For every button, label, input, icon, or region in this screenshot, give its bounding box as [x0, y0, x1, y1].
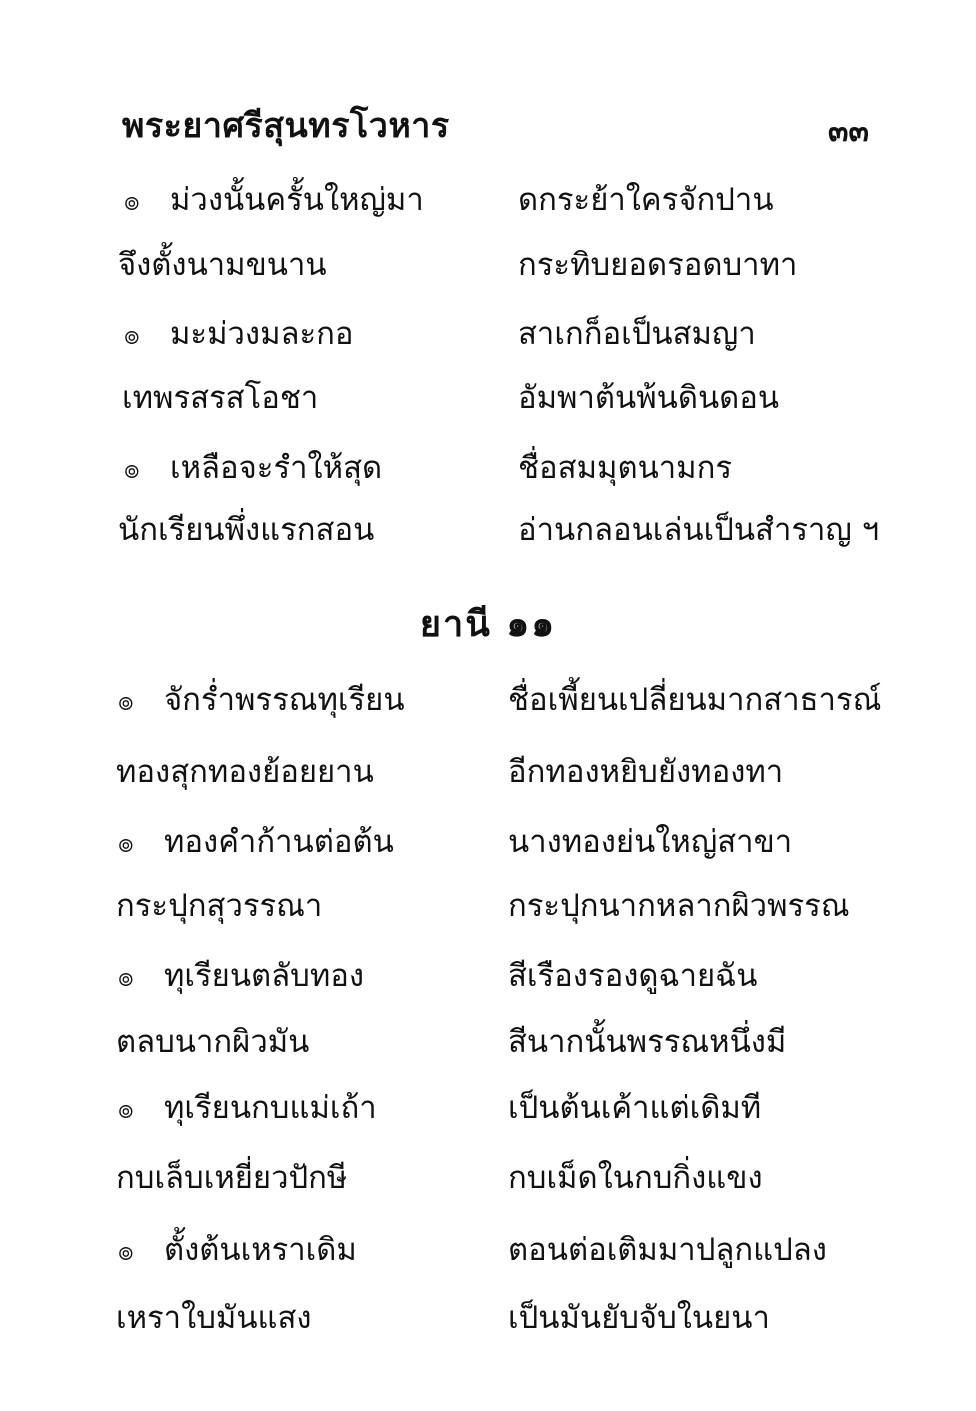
stanza-mark-icon: ๏ — [118, 1237, 134, 1267]
verse-line: ๏ ตั้งต้นเหราเดิม — [118, 1230, 357, 1272]
verse-line: ๏ ทองคำก้านต่อต้น — [118, 822, 394, 864]
verse-line: ทองสุกทองย้อยยาน — [116, 754, 374, 790]
page-number: ๓๓ — [828, 114, 870, 149]
stanza-mark-icon: ๏ — [124, 321, 140, 351]
stanza-mark-icon: ๏ — [124, 187, 140, 217]
verse-line: ตอนต่อเติมมาปลูกแปลง — [508, 1232, 827, 1268]
verse-line: ๏ ทุเรียนตลับทอง — [118, 956, 364, 998]
verse-line: กบเล็บเหยี่ยวปักษี — [116, 1160, 348, 1196]
verse-line: สีเรืองรองดูฉายฉัน — [508, 958, 758, 994]
verse-line: ตลบนากผิวมัน — [116, 1024, 310, 1060]
stanza-mark-icon: ๏ — [124, 455, 140, 485]
verse-line: กบเม็ดในกบกิ่งแขง — [508, 1160, 763, 1196]
verse-line: กระปุกสุวรรณา — [116, 888, 323, 924]
verse-line: ดกระย้าใครจักปาน — [518, 182, 774, 218]
running-title: พระยาศรีสุนทรโวหาร — [122, 106, 450, 146]
stanza-mark-icon: ๏ — [118, 829, 134, 859]
verse-line: จึงตั้งนามขนาน — [118, 247, 327, 283]
verse-line: ชื่อสมมุตนามกร — [518, 450, 733, 486]
verse-line: ๏ เหลือจะรำให้สุด — [124, 448, 382, 490]
verse-line: ชื่อเพี้ยนเปลี่ยนมากสาธารณ์ — [508, 682, 882, 718]
verse-line: สาเกก็อเป็นสมญา — [518, 316, 756, 352]
verse-line: ๏ ม่วงนั้นครั้นใหญ่มา — [124, 180, 424, 222]
verse-line: นักเรียนพึ่งแรกสอน — [118, 512, 375, 548]
verse-line: กระปุกนากหลากผิวพรรณ — [508, 888, 850, 924]
verse-line: อีกทองหยิบยังทองทา — [508, 754, 784, 790]
verse-line: นางทองย่นใหญ่สาขา — [508, 824, 793, 860]
verse-line: เทพรสรสโอชา — [122, 380, 319, 416]
verse-line: ๏ จักร่ำพรรณทุเรียน — [118, 680, 405, 722]
verse-line: กระทิบยอดรอดบาทา — [518, 247, 798, 283]
stanza-mark-icon: ๏ — [118, 963, 134, 993]
section-title: ยานี ๑๑ — [419, 603, 557, 645]
verse-line: อัมพาต้นพ้นดินดอน — [518, 380, 780, 416]
verse-line: เป็นมันยับจับในยนา — [508, 1300, 770, 1336]
verse-line: ๏ ทุเรียนกบแม่เถ้า — [118, 1088, 377, 1130]
verse-line: เป็นต้นเค้าแต่เดิมที — [508, 1090, 762, 1126]
verse-line: สีนากนั้นพรรณหนึ่งมี — [508, 1024, 787, 1060]
stanza-mark-icon: ๏ — [118, 1095, 134, 1125]
verse-line: ๏ มะม่วงมละกอ — [124, 314, 354, 356]
verse-line: เหราใบมันแสง — [116, 1300, 312, 1336]
stanza-mark-icon: ๏ — [118, 687, 134, 717]
verse-line: อ่านกลอนเล่นเป็นสำราญ ฯ — [518, 512, 880, 548]
